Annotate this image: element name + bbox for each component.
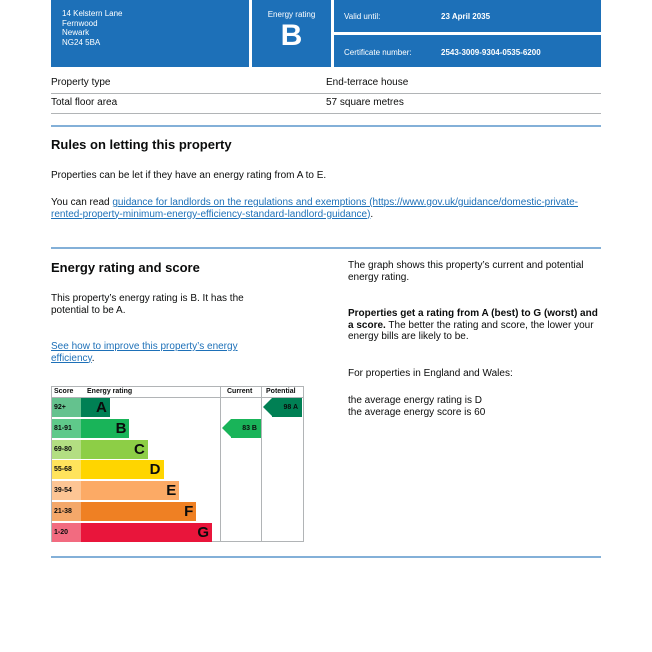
band-score-d: 55-68: [52, 460, 81, 479]
band-bar-b: [81, 419, 129, 438]
property-type-label: Property type: [51, 77, 111, 88]
certificate-number-label: Certificate number:: [344, 48, 412, 57]
improve-paragraph: [51, 341, 276, 364]
potential-column-header: Potential: [266, 388, 296, 395]
address-line-4: NG24 5BA: [62, 37, 101, 47]
energy-rating-label: Energy rating: [267, 10, 316, 19]
energy-rating-chart: [51, 386, 304, 542]
valid-until-box: [334, 0, 601, 32]
potential-rating-arrow-label: 98 A: [283, 404, 298, 411]
current-column-header: Current: [227, 388, 253, 395]
letting-guidance-paragraph: [51, 197, 581, 220]
band-score-a: 92+: [52, 398, 81, 417]
certificate-number-value: 2543-3009-9304-0535-6200: [441, 48, 541, 57]
band-bar-a: [81, 398, 110, 417]
band-score-b: 81-91: [52, 419, 81, 438]
band-bar-f: [81, 502, 196, 521]
current-rating-arrow-label: 83 B: [242, 424, 257, 432]
england-wales-label: For properties in England and Wales:: [348, 368, 513, 379]
address-line-1: 14 Kelstern Lane: [62, 9, 123, 18]
section-divider: [51, 556, 601, 558]
band-letter-a: A: [95, 399, 107, 416]
band-bar-d: [81, 460, 164, 479]
guidance-suffix: .: [370, 208, 374, 220]
band-letter-d: D: [149, 461, 161, 479]
letting-heading: Rules on letting this property: [51, 137, 232, 152]
band-letter-e: E: [166, 482, 177, 500]
rating-explanation-bold: Properties get a rating from A (best) to G (worst) and a score.: [348, 308, 598, 331]
average-score: the average energy score is 60: [348, 407, 486, 418]
improve-efficiency-link[interactable]: See how to improve this property’s energy efficiency: [51, 341, 238, 364]
current-column-divider: [220, 387, 221, 542]
band-score-g: 1-20: [52, 523, 81, 542]
section-divider: [51, 247, 601, 249]
band-letter-c: C: [133, 440, 145, 458]
energy-rating-box: [252, 0, 331, 67]
landlord-guidance-link[interactable]: guidance for landlords on the regulations and exemptions (https://www.gov.uk/guidance/domestic-private-rented-property-minimum-energy-efficiency-standard-landlord-guidance): [51, 197, 578, 220]
band-score-f: 21-38: [52, 502, 81, 521]
floor-area-row: [51, 94, 601, 114]
guidance-prefix: You can read: [51, 197, 113, 208]
valid-until-label: Valid until:: [344, 12, 381, 21]
score-column-header: Score: [54, 388, 74, 395]
band-score-c: 69-80: [52, 440, 81, 459]
rating-explanation-rest: The better the rating and score, the lower your energy bills are likely to be.: [348, 319, 594, 342]
address-line-2: Fernwood: [62, 18, 98, 28]
certificate-number-box: [334, 35, 601, 67]
current-rating-arrow: [222, 419, 261, 438]
potential-rating-arrow: [263, 398, 302, 417]
floor-area-value: 57 square metres: [326, 97, 404, 108]
band-score-e: 39-54: [52, 481, 81, 500]
energy-rating-column-header: Energy rating: [87, 388, 133, 395]
potential-column-divider: [261, 387, 262, 542]
letting-paragraph: Properties can be let if they have an energy rating from A to E.: [51, 170, 327, 181]
band-letter-g: G: [197, 523, 209, 541]
energy-heading: Energy rating and score: [51, 260, 200, 275]
improve-suffix: .: [91, 352, 95, 364]
band-bar-c: [81, 440, 148, 459]
property-type-value: End-terrace house: [326, 77, 409, 88]
band-bar-e: [81, 481, 179, 500]
floor-area-label: Total floor area: [51, 97, 118, 108]
graph-description: The graph shows this property’s current and potential energy rating.: [348, 260, 584, 283]
band-letter-b: B: [115, 419, 127, 437]
energy-rating-letter: B: [280, 19, 303, 52]
band-letter-f: F: [184, 503, 194, 520]
band-bar-g: [81, 523, 212, 542]
energy-rating-paragraph: This property’s energy rating is B. It has the potential to be A.: [51, 293, 244, 316]
average-rating: the average energy rating is D: [348, 395, 482, 406]
address-box: [51, 0, 249, 67]
valid-until-value: 23 April 2035: [441, 12, 491, 21]
section-divider: [51, 125, 601, 127]
rating-explanation: [348, 308, 601, 343]
address-line-3: Newark: [62, 28, 90, 37]
property-type-row: [51, 74, 601, 94]
